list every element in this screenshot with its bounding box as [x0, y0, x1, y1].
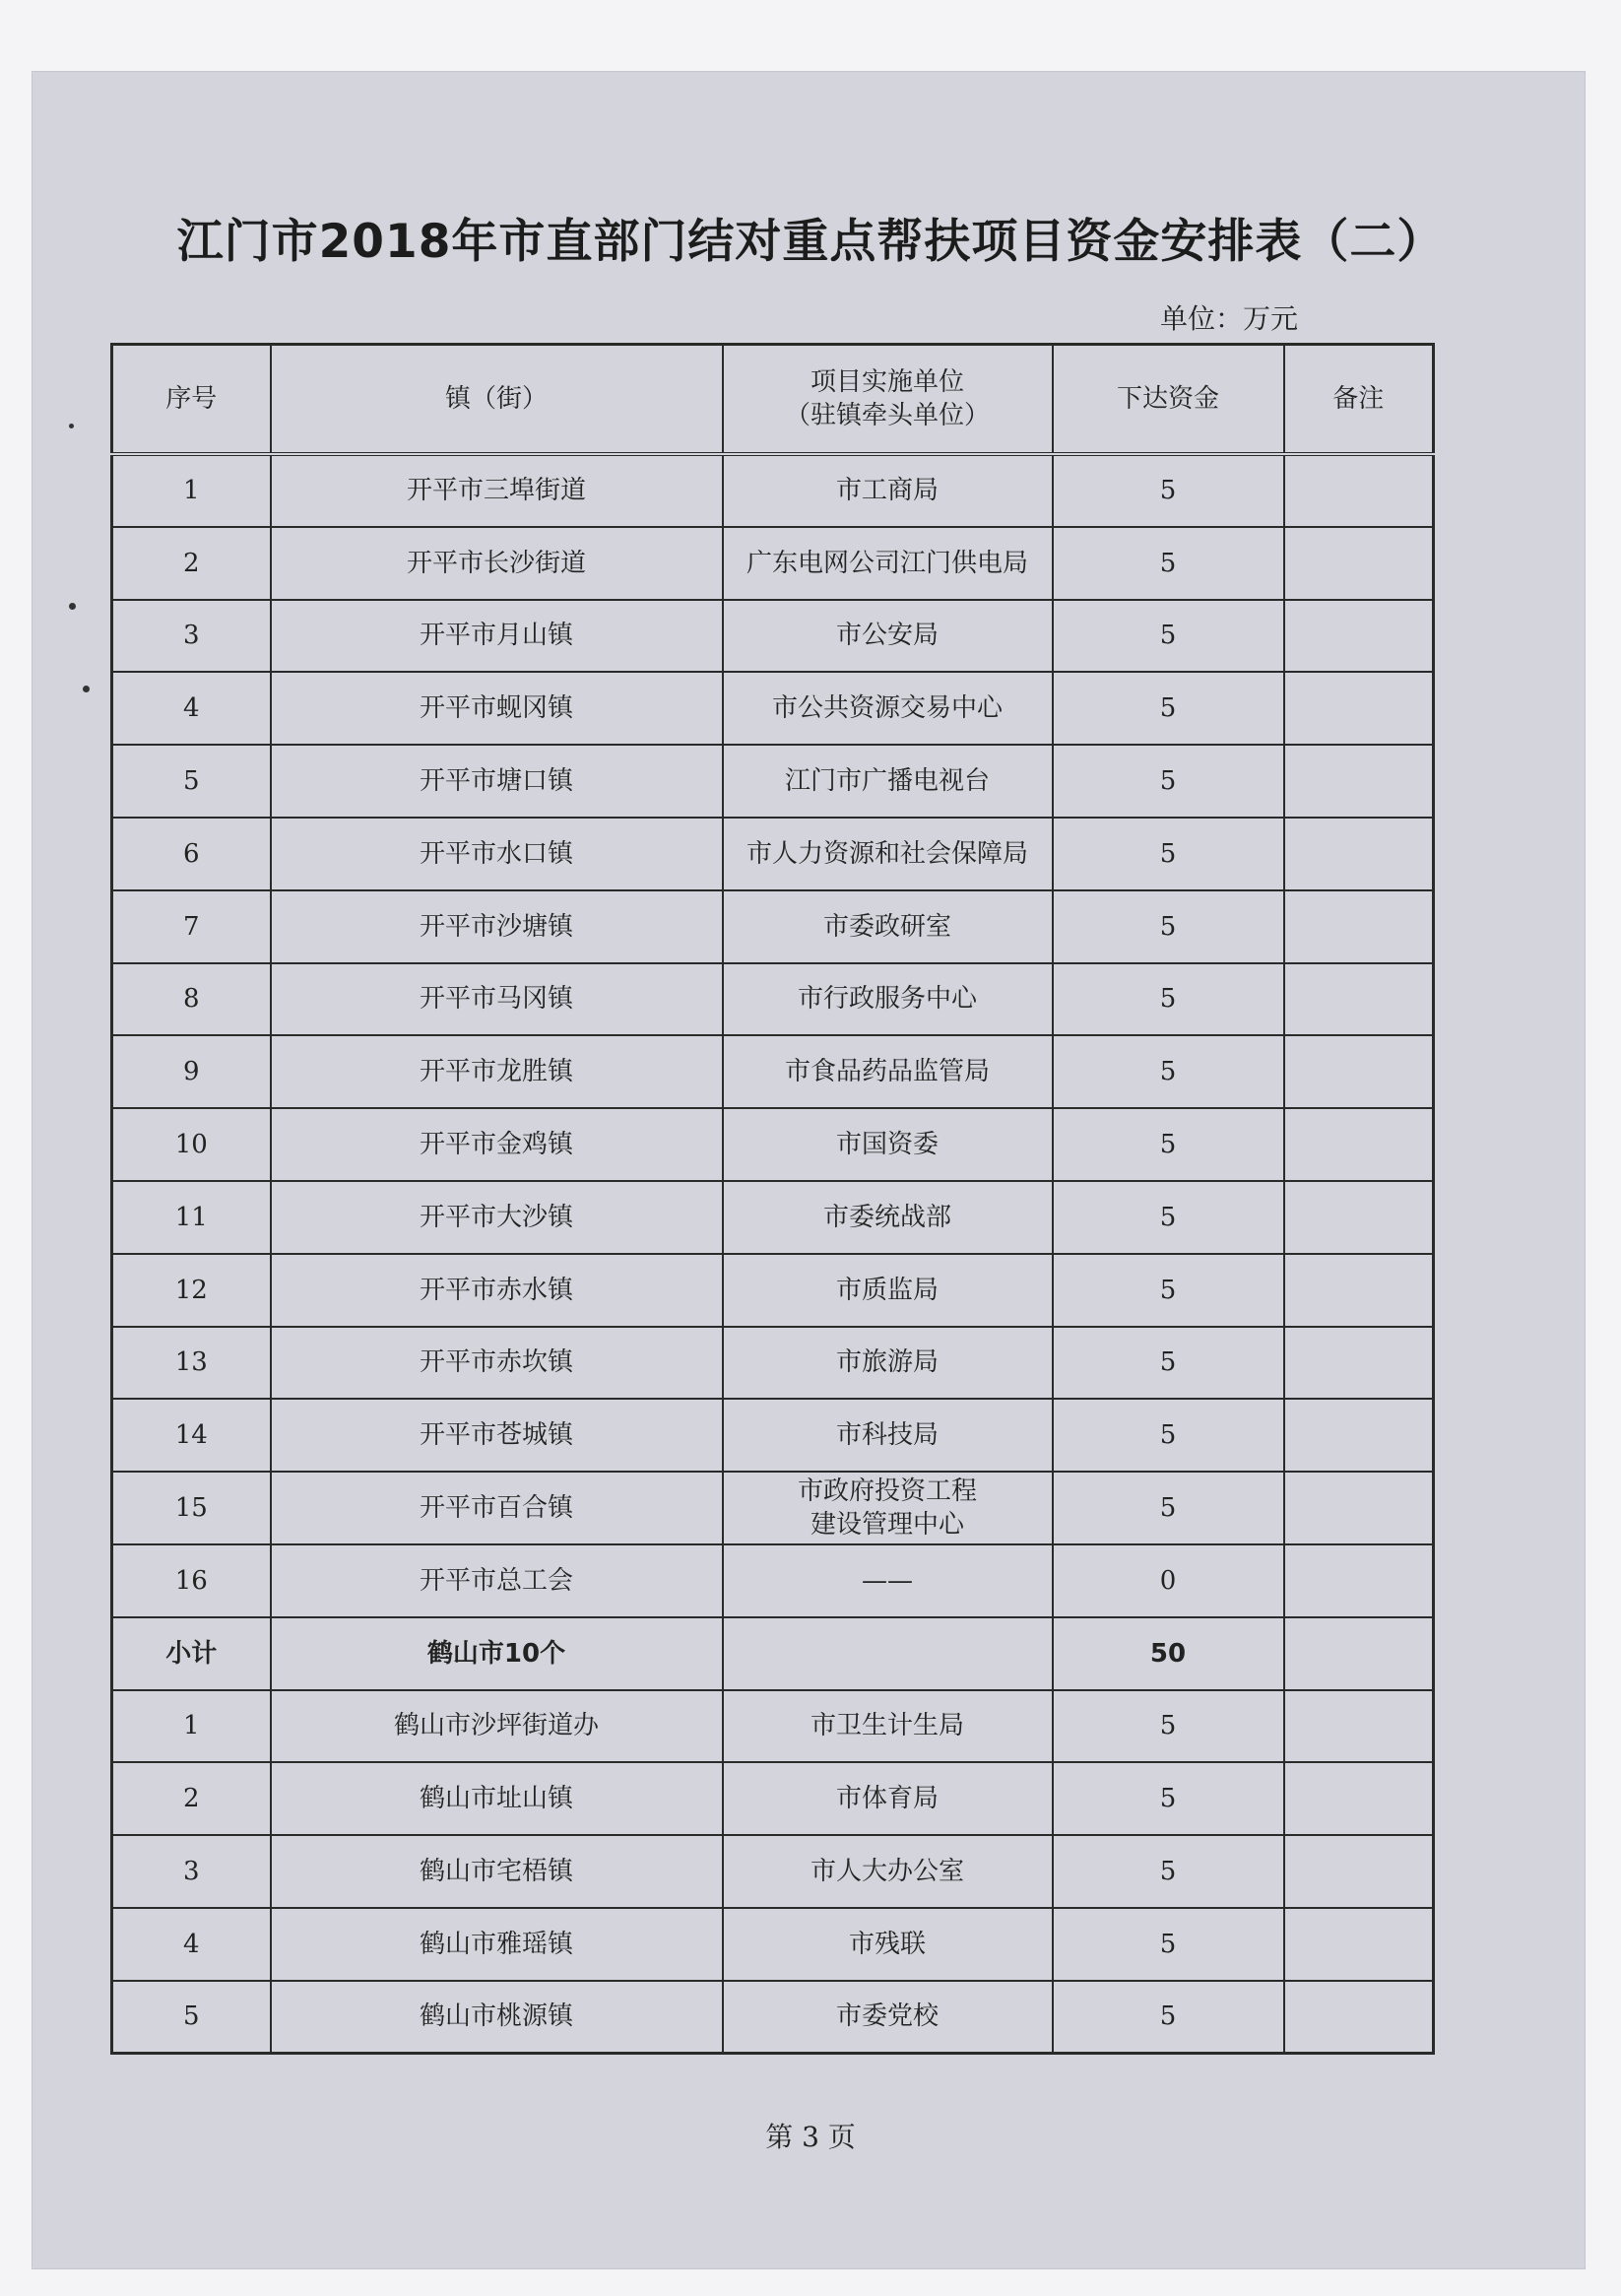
cell-remark — [1284, 1181, 1434, 1254]
cell-dept: 市食品药品监管局 — [723, 1035, 1053, 1108]
cell-dept: 市人力资源和社会保障局 — [723, 818, 1053, 890]
scan-speck — [83, 686, 90, 692]
table-row — [112, 527, 1434, 600]
cell-funds: 5 — [1053, 1762, 1284, 1835]
cell-remark — [1284, 1108, 1434, 1181]
scan-speck — [69, 603, 76, 610]
cell-remark — [1284, 1762, 1434, 1835]
cell-town: 开平市赤坎镇 — [271, 1327, 723, 1400]
table-row — [112, 1908, 1434, 1981]
table-row — [112, 890, 1434, 963]
cell-dept: 市科技局 — [723, 1399, 1053, 1472]
cell-remark — [1284, 527, 1434, 600]
header-unit-line1: 项目实施单位 — [810, 367, 964, 397]
cell-dept — [723, 1617, 1053, 1690]
cell-funds: 5 — [1053, 1399, 1284, 1472]
subtotal-label: 小计 — [112, 1617, 271, 1690]
table-row — [112, 1835, 1434, 1908]
table-row — [112, 1690, 1434, 1763]
cell-town: 开平市金鸡镇 — [271, 1108, 723, 1181]
table-row — [112, 745, 1434, 818]
cell-remark — [1284, 1035, 1434, 1108]
cell-seq: 11 — [112, 1181, 271, 1254]
cell-remark — [1284, 1544, 1434, 1617]
cell-dept: —— — [723, 1544, 1053, 1617]
header-town: 镇（街） — [271, 345, 723, 455]
cell-remark — [1284, 1908, 1434, 1981]
cell-funds: 5 — [1053, 527, 1284, 600]
cell-seq: 3 — [112, 1835, 271, 1908]
cell-remark — [1284, 890, 1434, 963]
cell-town: 鹤山市址山镇 — [271, 1762, 723, 1835]
cell-funds: 5 — [1053, 1472, 1284, 1544]
cell-town: 开平市总工会 — [271, 1544, 723, 1617]
cell-remark — [1284, 1835, 1434, 1908]
unit-label: 单位：万元 — [1160, 302, 1299, 335]
table-row — [112, 1254, 1434, 1327]
table-row — [112, 600, 1434, 673]
cell-town: 鹤山市雅瑶镇 — [271, 1908, 723, 1981]
cell-town: 开平市月山镇 — [271, 600, 723, 673]
cell-town: 开平市长沙街道 — [271, 527, 723, 600]
cell-remark — [1284, 1254, 1434, 1327]
cell-seq: 5 — [112, 745, 271, 818]
cell-remark — [1284, 818, 1434, 890]
page-number: 第 3 页 — [765, 2121, 856, 2153]
cell-dept: 市体育局 — [723, 1762, 1053, 1835]
header-unit-line2: （驻镇牵头单位） — [784, 401, 990, 430]
cell-town: 开平市三埠街道 — [271, 454, 723, 527]
header-funds: 下达资金 — [1053, 345, 1284, 455]
cell-funds: 5 — [1053, 1835, 1284, 1908]
header-seq: 序号 — [112, 345, 271, 455]
cell-remark — [1284, 1617, 1434, 1690]
cell-town: 开平市赤水镇 — [271, 1254, 723, 1327]
table-row — [112, 454, 1434, 527]
table-row — [112, 1981, 1434, 2054]
cell-funds: 5 — [1053, 1981, 1284, 2054]
cell-funds: 5 — [1053, 1327, 1284, 1400]
cell-funds: 5 — [1053, 1108, 1284, 1181]
cell-funds: 5 — [1053, 890, 1284, 963]
table-row — [112, 1472, 1434, 1544]
table-row — [112, 672, 1434, 745]
cell-funds: 5 — [1053, 1908, 1284, 1981]
table-row — [112, 818, 1434, 890]
funds-table — [110, 343, 1435, 2055]
cell-funds: 5 — [1053, 1690, 1284, 1763]
cell-funds: 5 — [1053, 745, 1284, 818]
cell-town: 开平市百合镇 — [271, 1472, 723, 1544]
cell-funds: 5 — [1053, 600, 1284, 673]
cell-remark — [1284, 963, 1434, 1036]
cell-town: 开平市蚬冈镇 — [271, 672, 723, 745]
scan-speck — [69, 424, 74, 428]
cell-dept: 市委统战部 — [723, 1181, 1053, 1254]
cell-funds: 5 — [1053, 1181, 1284, 1254]
cell-dept: 市委党校 — [723, 1981, 1053, 2054]
cell-town: 鹤山市沙坪街道办 — [271, 1690, 723, 1763]
cell-town: 开平市马冈镇 — [271, 963, 723, 1036]
cell-dept-line2: 建设管理中心 — [810, 1510, 964, 1541]
cell-funds: 5 — [1053, 672, 1284, 745]
cell-town: 开平市水口镇 — [271, 818, 723, 890]
cell-seq: 16 — [112, 1544, 271, 1617]
table-row — [112, 1181, 1434, 1254]
cell-remark — [1284, 672, 1434, 745]
subtotal-funds: 50 — [1053, 1617, 1284, 1690]
cell-seq: 14 — [112, 1399, 271, 1472]
table-row — [112, 1399, 1434, 1472]
table-row — [112, 1035, 1434, 1108]
cell-town: 开平市塘口镇 — [271, 745, 723, 818]
cell-seq: 1 — [112, 454, 271, 527]
cell-dept: 市卫生计生局 — [723, 1690, 1053, 1763]
cell-town: 鹤山市宅梧镇 — [271, 1835, 723, 1908]
cell-remark — [1284, 1981, 1434, 2054]
cell-dept: 市旅游局 — [723, 1327, 1053, 1400]
cell-remark — [1284, 1399, 1434, 1472]
cell-funds: 5 — [1053, 818, 1284, 890]
cell-seq: 8 — [112, 963, 271, 1036]
cell-dept: 市残联 — [723, 1908, 1053, 1981]
cell-funds: 5 — [1053, 963, 1284, 1036]
cell-dept: 市委政研室 — [723, 890, 1053, 963]
cell-seq: 3 — [112, 600, 271, 673]
header-remark: 备注 — [1284, 345, 1434, 455]
cell-seq: 6 — [112, 818, 271, 890]
cell-dept: 市国资委 — [723, 1108, 1053, 1181]
cell-remark — [1284, 600, 1434, 673]
cell-dept: 市公共资源交易中心 — [723, 672, 1053, 745]
cell-seq: 2 — [112, 527, 271, 600]
table-row — [112, 1544, 1434, 1617]
cell-seq: 15 — [112, 1472, 271, 1544]
header-unit — [723, 345, 1053, 455]
subtotal-row — [112, 1617, 1434, 1690]
cell-funds: 5 — [1053, 454, 1284, 527]
cell-remark — [1284, 1472, 1434, 1544]
cell-remark — [1284, 1327, 1434, 1400]
cell-funds: 5 — [1053, 1254, 1284, 1327]
cell-funds: 5 — [1053, 1035, 1284, 1108]
cell-dept-line1: 市政府投资工程 — [797, 1476, 977, 1507]
cell-town: 开平市大沙镇 — [271, 1181, 723, 1254]
cell-town: 鹤山市桃源镇 — [271, 1981, 723, 2054]
cell-dept: 市工商局 — [723, 454, 1053, 527]
cell-seq: 4 — [112, 1908, 271, 1981]
cell-dept: 市人大办公室 — [723, 1835, 1053, 1908]
cell-seq: 10 — [112, 1108, 271, 1181]
cell-town: 开平市苍城镇 — [271, 1399, 723, 1472]
document-title: 江门市2018年市直部门结对重点帮扶项目资金安排表（二） — [176, 215, 1445, 269]
cell-seq: 5 — [112, 1981, 271, 2054]
cell-town: 开平市龙胜镇 — [271, 1035, 723, 1108]
cell-dept: 市行政服务中心 — [723, 963, 1053, 1036]
cell-seq: 12 — [112, 1254, 271, 1327]
cell-seq: 7 — [112, 890, 271, 963]
subtotal-town: 鹤山市10个 — [271, 1617, 723, 1690]
cell-funds: 0 — [1053, 1544, 1284, 1617]
cell-dept: 市公安局 — [723, 600, 1053, 673]
cell-town: 开平市沙塘镇 — [271, 890, 723, 963]
table-header-row — [112, 345, 1434, 455]
cell-dept: 广东电网公司江门供电局 — [723, 527, 1053, 600]
cell-seq: 1 — [112, 1690, 271, 1763]
cell-seq: 4 — [112, 672, 271, 745]
cell-remark — [1284, 454, 1434, 527]
cell-remark — [1284, 745, 1434, 818]
table-row — [112, 1762, 1434, 1835]
cell-seq: 13 — [112, 1327, 271, 1400]
cell-remark — [1284, 1690, 1434, 1763]
cell-dept: 江门市广播电视台 — [723, 745, 1053, 818]
cell-seq: 2 — [112, 1762, 271, 1835]
cell-seq: 9 — [112, 1035, 271, 1108]
table-row — [112, 1327, 1434, 1400]
cell-dept: 市质监局 — [723, 1254, 1053, 1327]
table-row — [112, 963, 1434, 1036]
cell-dept — [723, 1472, 1053, 1544]
table-row — [112, 1108, 1434, 1181]
